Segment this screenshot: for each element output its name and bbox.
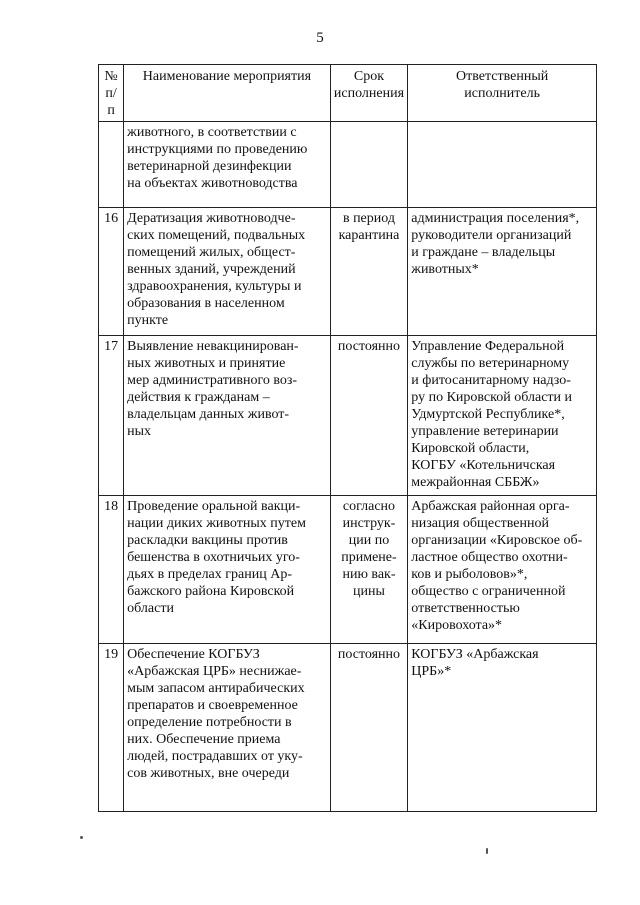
row-responsible: Арбажская районная орга- низация общественной организации «Кировское об- ластное общество охотни- ков и рыболовов»*, общество с ограниченной ответственностью «Кировохота»* bbox=[408, 496, 597, 644]
row-number: 18 bbox=[99, 496, 124, 644]
page-number: 5 bbox=[316, 30, 324, 46]
row-deadline: постоянно bbox=[330, 644, 408, 812]
row-measure-name: Дератизация животноводче- ских помещений, подвальных помещений жилых, общест- венных зданий, учреждений здравоохранения, культуры и образования в населенном пункте bbox=[124, 208, 331, 336]
row-responsible: КОГБУЗ «Арбажская ЦРБ»* bbox=[408, 644, 597, 812]
header-measure-name: Наименование мероприятия bbox=[124, 65, 331, 122]
row-deadline: согласно инструк- ции по примене- нию вак- цины bbox=[330, 496, 408, 644]
table-row bbox=[99, 336, 597, 496]
row-deadline: постоянно bbox=[330, 336, 408, 496]
measures-table bbox=[98, 64, 597, 812]
scan-speck bbox=[80, 836, 83, 839]
table-header-row bbox=[99, 65, 597, 122]
scan-speck bbox=[486, 848, 488, 854]
table-row bbox=[99, 208, 597, 336]
table-row bbox=[99, 122, 597, 208]
table-row bbox=[99, 644, 597, 812]
row-responsible: Управление Федеральной службы по ветеринарному и фитосанитарному надзо- ру по Кировской области и Удмуртской Республике*, управление ветеринарии Кировской области, КОГБУ «Котельничская межрайонная СББЖ» bbox=[408, 336, 597, 496]
row-measure-name: Проведение оральной вакци- нации диких животных путем раскладки вакцины против бешенства в охотничьих уго- дьях в пределах границ Ар- бажского района Кировской области bbox=[124, 496, 331, 644]
row-deadline bbox=[330, 122, 408, 208]
row-measure-name: Выявление невакцинирован- ных животных и принятие мер административного воз- действия к гражданам – владельцам данных живот- ных bbox=[124, 336, 331, 496]
row-deadline: в период карантина bbox=[330, 208, 408, 336]
header-responsible: Ответственный исполнитель bbox=[408, 65, 597, 122]
row-number: 19 bbox=[99, 644, 124, 812]
row-measure-name: животного, в соответствии с инструкциями по проведению ветеринарной дезинфекции на объектах животноводства bbox=[124, 122, 331, 208]
header-number: № п/п bbox=[99, 65, 124, 122]
row-measure-name: Обеспечение КОГБУЗ «Арбажская ЦРБ» неснижае- мым запасом антирабических препаратов и своевременное определение потребности в них. Обеспечение приема людей, пострадавших от уку- сов животных, вне очереди bbox=[124, 644, 331, 812]
table-row bbox=[99, 496, 597, 644]
row-responsible: администрация поселения*, руководители организаций и граждане – владельцы животных* bbox=[408, 208, 597, 336]
row-number: 17 bbox=[99, 336, 124, 496]
header-deadline: Срок исполнения bbox=[330, 65, 408, 122]
row-number: 16 bbox=[99, 208, 124, 336]
row-responsible bbox=[408, 122, 597, 208]
row-number bbox=[99, 122, 124, 208]
